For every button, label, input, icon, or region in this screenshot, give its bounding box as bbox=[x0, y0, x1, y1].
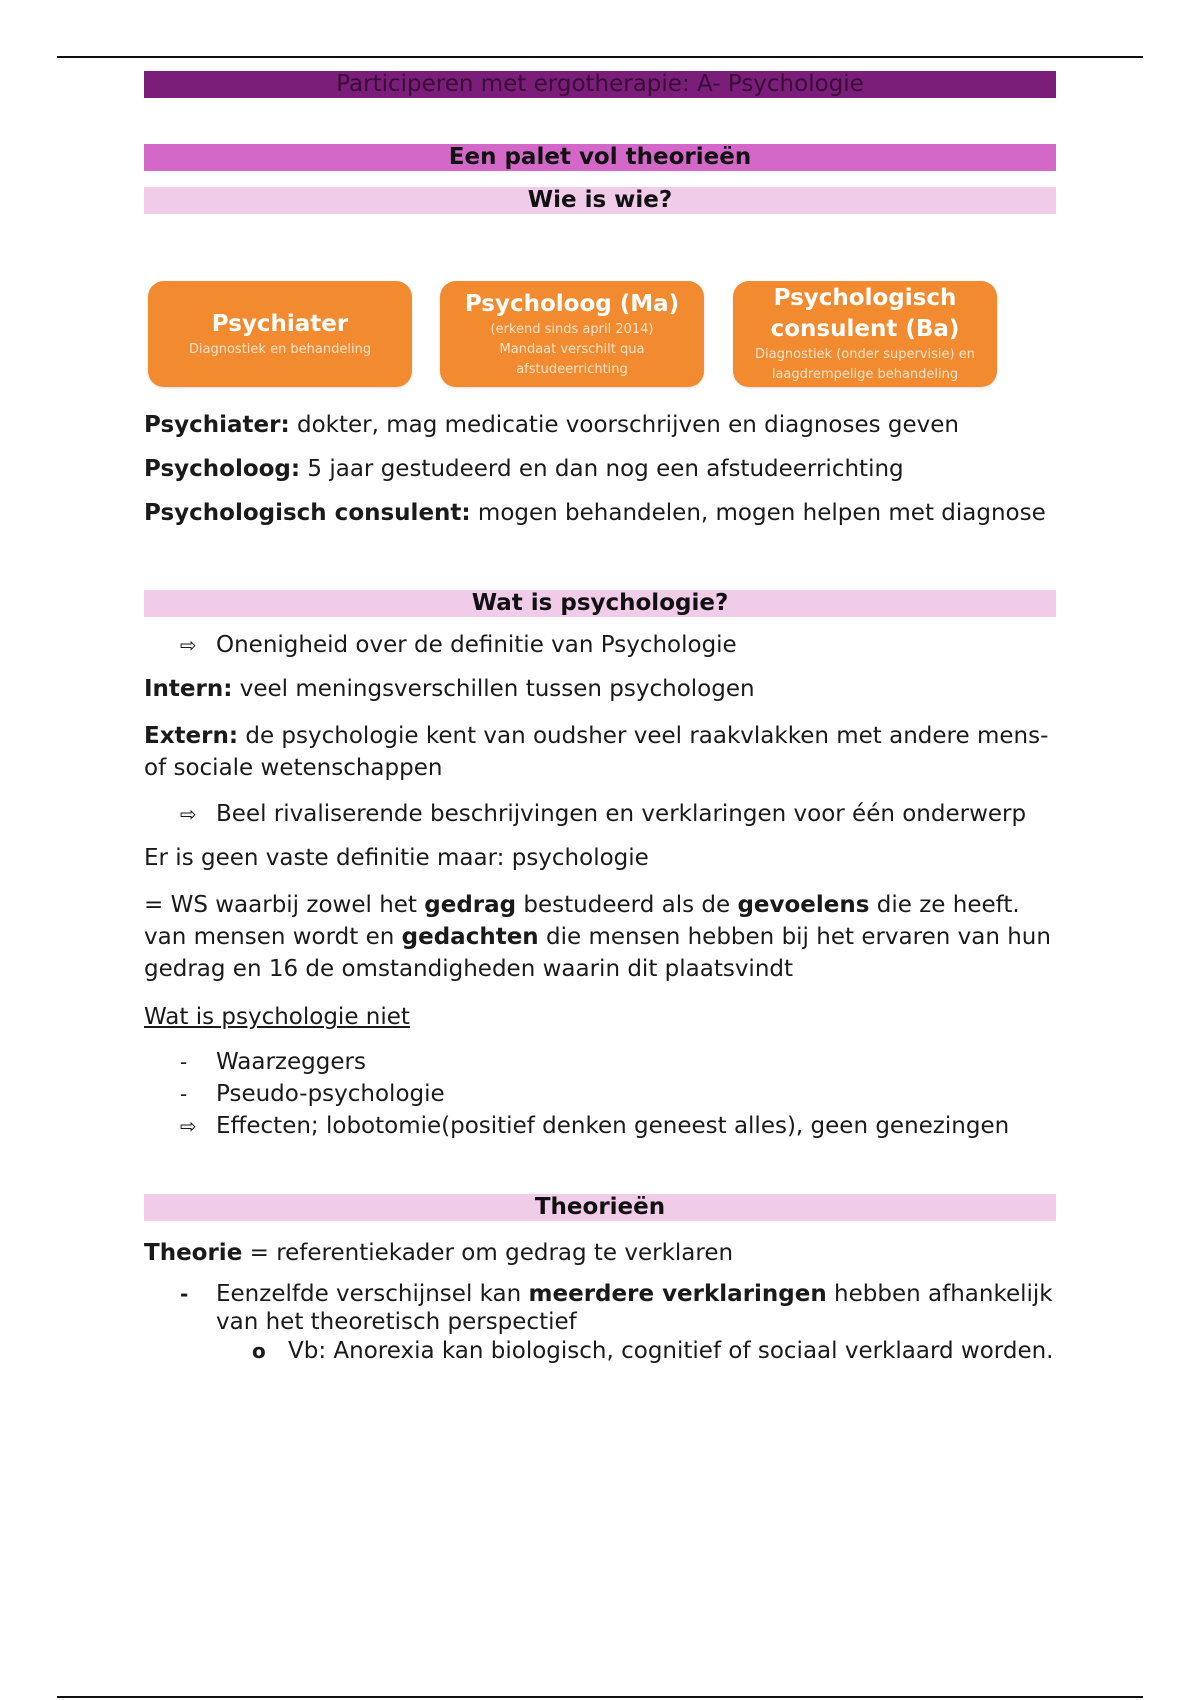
card-psychologisch-consulent bbox=[733, 281, 997, 387]
section-heading-theorieen: Theorieën bbox=[144, 1194, 1056, 1221]
arrow-item: ⇨ Onenigheid over de definitie van Psychologie bbox=[144, 629, 1056, 661]
arrow-item: ⇨ Effecten; lobotomie(positief denken geneest alles), geen genezingen bbox=[144, 1110, 1056, 1142]
document-title: Participeren met ergotherapie: A- Psychologie bbox=[144, 71, 1056, 98]
card-title: consulent (Ba) bbox=[770, 316, 960, 342]
arrow-item: ⇨ Beel rivaliserende beschrijvingen en verklaringen voor één onderwerp bbox=[144, 798, 1056, 830]
card-line: Mandaat verschilt qua bbox=[499, 341, 645, 357]
arrow-icon: ⇨ bbox=[180, 1114, 197, 1138]
definition-psycholoog: Psycholoog: 5 jaar gestudeerd en dan nog een afstudeerrichting bbox=[144, 456, 904, 482]
dash-bullet: - bbox=[180, 1082, 188, 1106]
section-heading-palet: Een palet vol theorieën bbox=[144, 144, 1056, 171]
card-title: Psychiater bbox=[211, 310, 349, 337]
document-page bbox=[144, 71, 1056, 1366]
list-item: - Pseudo-psychologie bbox=[144, 1078, 1056, 1110]
not-psychology-heading: Wat is psychologie niet bbox=[144, 1004, 410, 1030]
role-cards bbox=[144, 281, 1056, 391]
list-item: - Waarzeggers bbox=[144, 1046, 1056, 1078]
intern-paragraph: Intern: veel meningsverschillen tussen psychologen bbox=[144, 676, 755, 702]
definition-paragraph: = WS waarbij zowel het gedrag bestudeerd als de gevoelens die ze heeft. van mensen wordt en gedachten die mensen hebben bij het ervaren van hun gedrag en 16 de omstandigheden waarin dit plaatsvindt bbox=[144, 892, 1051, 982]
extern-paragraph: Extern: de psychologie kent van oudsher veel raakvlakken met andere mens- of sociale wetenschappen bbox=[144, 723, 1049, 781]
arrow-icon: ⇨ bbox=[180, 802, 197, 826]
subheading-wie-is-wie: Wie is wie? bbox=[144, 187, 1056, 214]
theory-definition: Theorie = referentiekader om gedrag te verklaren bbox=[144, 1240, 734, 1266]
dash-bullet: - bbox=[180, 1282, 189, 1306]
card-title: Psycholoog (Ma) bbox=[464, 290, 680, 317]
card-psychiater bbox=[148, 281, 412, 387]
sub-list-item: o Vb: Anorexia kan biologisch, cognitief of sociaal verklaard worden. bbox=[144, 1336, 1056, 1366]
card-line: afstudeerrichting bbox=[516, 361, 628, 377]
card-title: Psychologisch bbox=[773, 285, 957, 311]
arrow-icon: ⇨ bbox=[180, 633, 197, 657]
list-item: - Eenzelfde verschijnsel kan meerdere verklaringen hebben afhankelijk van het theoretisch perspectief bbox=[144, 1280, 1056, 1336]
circle-bullet: o bbox=[252, 1339, 266, 1363]
section-heading-wat-is-psychologie: Wat is psychologie? bbox=[144, 590, 1056, 617]
card-line: laagdrempelige behandeling bbox=[771, 367, 959, 382]
definition-psychiater: Psychiater: dokter, mag medicatie voorschrijven en diagnoses geven bbox=[144, 412, 959, 438]
no-definition-paragraph: Er is geen vaste definitie maar: psychologie bbox=[144, 845, 649, 871]
card-subtitle: Diagnostiek en behandeling bbox=[188, 341, 372, 357]
definition-consulent: Psychologisch consulent: mogen behandelen, mogen helpen met diagnose bbox=[144, 500, 1046, 526]
bottom-rule bbox=[57, 1696, 1143, 1698]
card-line: (erkend sinds april 2014) bbox=[490, 321, 654, 337]
card-psycholoog bbox=[440, 281, 704, 387]
top-rule bbox=[57, 56, 1143, 58]
dash-bullet: - bbox=[180, 1050, 188, 1074]
card-line: Diagnostiek (onder supervisie) en bbox=[755, 347, 975, 362]
